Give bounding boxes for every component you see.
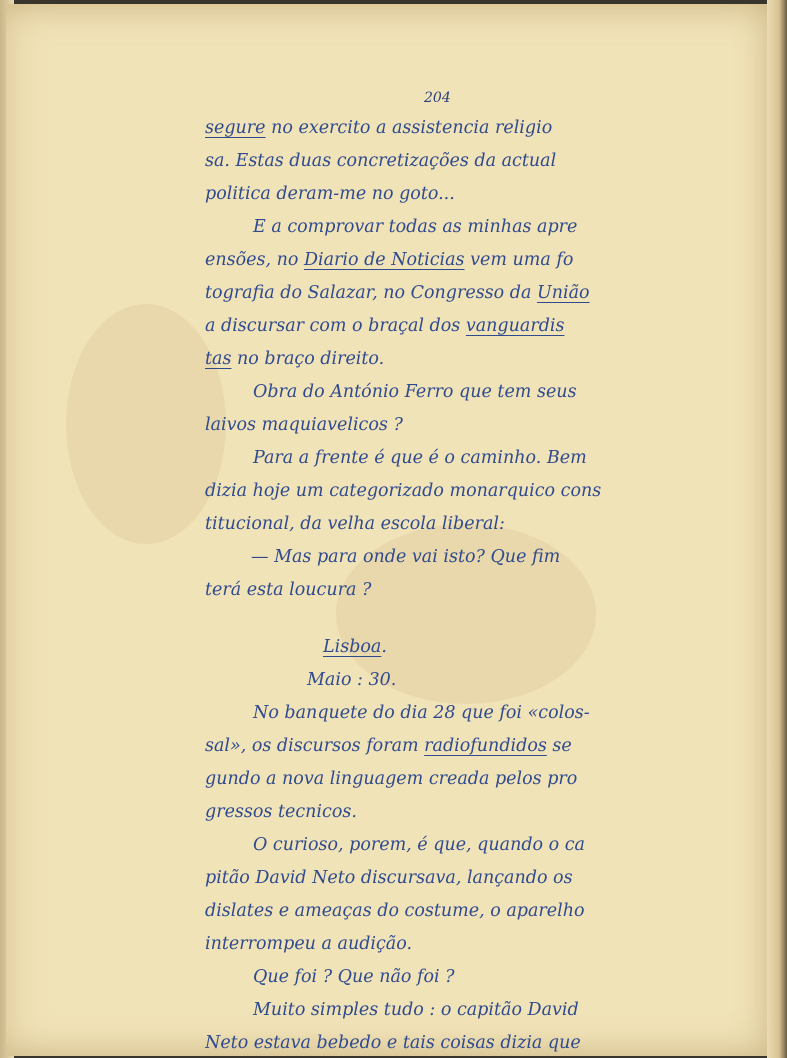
line-text: — Mas para onde vai isto? Que fim <box>251 547 561 567</box>
underlined-text: Diario de Noticias <box>303 250 465 270</box>
manuscript-line <box>205 145 685 178</box>
line-text: gundo a nova linguagem creada pelos pro <box>205 769 578 789</box>
line-text: gressos tecnicos. <box>205 802 357 822</box>
manuscript-line <box>205 574 685 607</box>
underlined-text: segure <box>205 118 266 138</box>
underlined-text: vanguardis <box>465 316 565 336</box>
paper-stain <box>66 304 226 544</box>
manuscript-line <box>205 178 685 211</box>
manuscript-line <box>205 211 685 244</box>
manuscript-line <box>205 961 685 994</box>
line-text: laivos maquiavelicos ? <box>205 415 403 435</box>
manuscript-line <box>205 1027 685 1058</box>
manuscript-line <box>205 409 685 442</box>
manuscript-line <box>205 664 685 697</box>
line-text: no exercito a assistencia religio <box>265 118 553 138</box>
line-text: se <box>546 736 572 756</box>
line-text: No banquete do dia 28 que foi «colos- <box>253 703 590 723</box>
page-right-edge <box>767 0 787 1058</box>
manuscript-line <box>205 244 685 277</box>
underlined-text: tas <box>205 349 232 369</box>
line-text: Neto estava bebedo e tais coisas dizia que <box>205 1033 581 1053</box>
manuscript-line <box>205 508 685 541</box>
line-text: dizia hoje um categorizado monarquico cons <box>205 481 602 501</box>
line-text: politica deram-me no goto... <box>205 184 455 204</box>
manuscript-line <box>205 994 685 1027</box>
manuscript-line <box>205 796 685 829</box>
page-number: 204 <box>424 90 451 106</box>
line-text: E a comprovar todas as minhas apre <box>253 217 578 237</box>
manuscript-line <box>205 277 685 310</box>
manuscript-line <box>205 376 685 409</box>
underlined-text: União <box>536 283 590 303</box>
line-text: tografia do Salazar, no Congresso da <box>205 283 537 303</box>
line-text: ensões, no <box>205 250 304 270</box>
line-text: Que foi ? Que não foi ? <box>253 967 455 987</box>
manuscript-line <box>205 442 685 475</box>
line-text: pitão David Neto discursava, lançando os <box>205 868 573 888</box>
manuscript-line <box>205 475 685 508</box>
manuscript-line <box>205 112 685 145</box>
line-text: vem uma fo <box>464 250 574 270</box>
line-text: O curioso, porem, é que, quando o ca <box>253 835 585 855</box>
manuscript-line <box>205 310 685 343</box>
manuscript-line <box>205 763 685 796</box>
line-text: a discursar com o braçal dos <box>205 316 466 336</box>
line-text: Maio : 30. <box>307 670 397 690</box>
manuscript-line <box>205 895 685 928</box>
manuscript-line <box>205 343 685 376</box>
line-text: dislates e ameaças do costume, o aparelho <box>205 901 585 921</box>
line-text: no braço direito. <box>231 349 385 369</box>
underlined-text: Lisboa <box>323 637 382 657</box>
line-text: Para a frente é que é o caminho. Bem <box>253 448 587 468</box>
line-text: Obra do António Ferro que tem seus <box>253 382 577 402</box>
line-text: terá esta loucura ? <box>205 580 372 600</box>
manuscript-line <box>205 730 685 763</box>
manuscript-line <box>205 541 685 574</box>
line-text: . <box>381 637 387 657</box>
line-text: sa. Estas duas concretizações da actual <box>205 151 557 171</box>
line-text: titucional, da velha escola liberal: <box>205 514 505 534</box>
handwritten-text <box>205 112 685 1058</box>
manuscript-line <box>205 631 685 664</box>
manuscript-line <box>205 829 685 862</box>
line-text: Muito simples tudo : o capitão David <box>253 1000 579 1020</box>
line-text: sal», os discursos foram <box>205 736 425 756</box>
manuscript-line <box>205 862 685 895</box>
manuscript-line <box>205 928 685 961</box>
underlined-text: radiofundidos <box>424 736 547 756</box>
manuscript-line <box>205 697 685 730</box>
line-text: interrompeu a audição. <box>205 934 413 954</box>
